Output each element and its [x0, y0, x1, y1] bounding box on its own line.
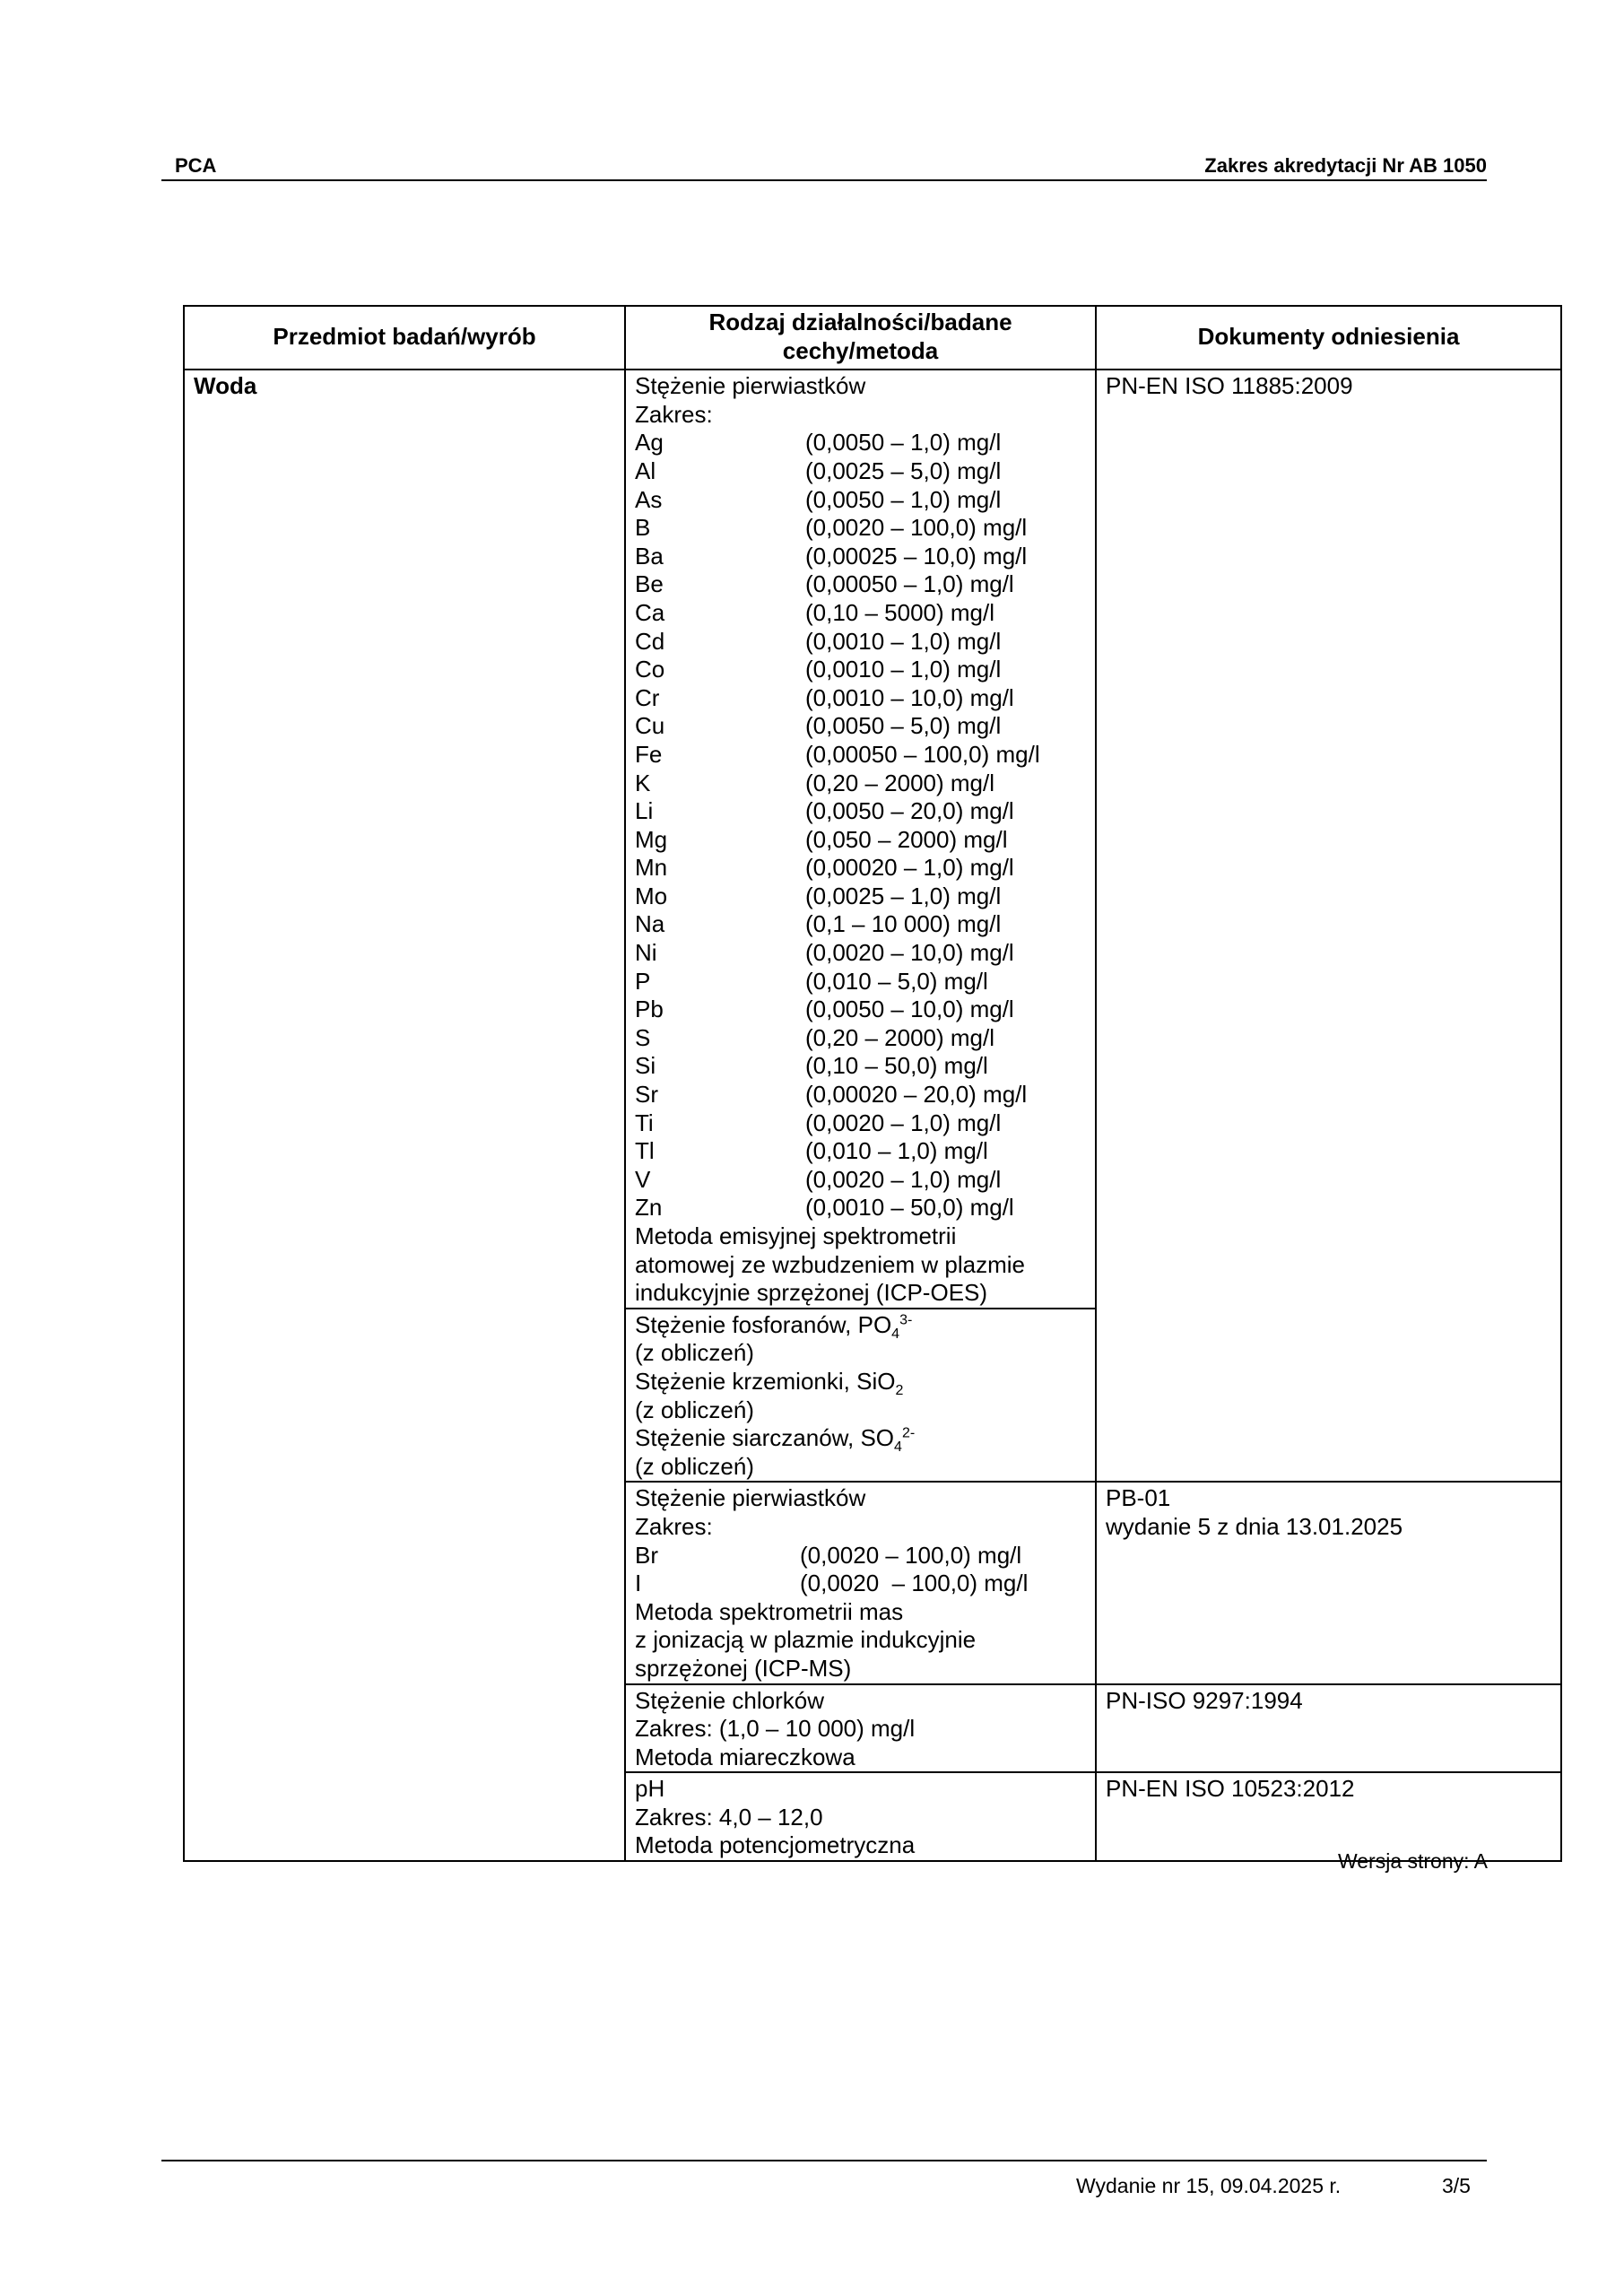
column-header-references: Dokumenty odniesienia: [1096, 306, 1561, 370]
element-range: (0,20 – 2000) mg/l: [805, 769, 995, 796]
element-symbol: Co: [635, 656, 665, 683]
element-symbol: Ca: [635, 598, 665, 626]
icp-ms-cell: [625, 1482, 1096, 1683]
element-symbol: I: [635, 1570, 642, 1597]
chlorides-cell: [625, 1684, 1096, 1773]
element-symbol: As: [635, 485, 663, 513]
sulfate-line: Stężenie siarczanów, $SO_4^{2-}$: [635, 1424, 916, 1456]
table-row: [184, 370, 1561, 1309]
footer-divider: [161, 2160, 1487, 2161]
chlorides-reference-cell: [1096, 1684, 1561, 1773]
subject-label: Woda: [194, 372, 257, 400]
element-symbol: Zn: [635, 1194, 663, 1222]
header-right: Zakres akredytacji Nr AB 1050: [1204, 154, 1487, 177]
method-line: sprzężonej (ICP-MS): [635, 1654, 852, 1682]
element-range: (0,0020 – 1,0) mg/l: [805, 1109, 1002, 1136]
element-row: [635, 486, 1086, 515]
chlorides-line: Stężenie chlorków: [635, 1686, 824, 1714]
element-row: [635, 684, 1086, 713]
method-line: Metoda emisyjnej spektrometrii: [635, 1222, 957, 1249]
element-row: [635, 939, 1086, 968]
element-range: (0,10 – 50,0) mg/l: [805, 1052, 988, 1080]
icp-ms-range-label: Zakres:: [635, 1512, 713, 1540]
element-row: [635, 741, 1086, 770]
icp-ms-reference-cell: [1096, 1482, 1561, 1683]
element-range: (0,0020 – 100,0) mg/l: [805, 514, 1028, 542]
element-row: [635, 1024, 1086, 1053]
element-row: [635, 599, 1086, 628]
element-symbol: Tl: [635, 1137, 655, 1165]
element-symbol: B: [635, 514, 651, 542]
element-symbol: Ba: [635, 542, 664, 570]
element-row: [635, 656, 1086, 684]
element-row: [635, 514, 1086, 543]
method-line: atomowej ze wzbudzeniem w plazmie: [635, 1250, 1025, 1278]
element-symbol: Mo: [635, 882, 668, 909]
element-range: (0,0050 – 20,0) mg/l: [805, 797, 1014, 825]
element-range: (0,0050 – 1,0) mg/l: [805, 429, 1002, 457]
element-row: [635, 457, 1086, 486]
reference-text: PB-01: [1106, 1484, 1171, 1512]
element-range: (0,00025 – 10,0) mg/l: [805, 542, 1028, 570]
reference-text: PN-EN ISO 11885:2009: [1106, 372, 1353, 400]
element-range: (0,0025 – 1,0) mg/l: [805, 882, 1002, 909]
accreditation-table: [183, 305, 1562, 1862]
phosphate-line: Stężenie fosforanów, $PO_4^{3-}$: [635, 1310, 913, 1342]
table-header-row: [184, 306, 1561, 370]
element-range: (0,0050 – 5,0) mg/l: [805, 712, 1002, 740]
element-list: [635, 429, 1086, 1222]
element-range: (0,0050 – 10,0) mg/l: [805, 996, 1014, 1023]
element-range: (0,010 – 1,0) mg/l: [805, 1137, 988, 1165]
element-row: [635, 570, 1086, 599]
element-range: (0,0020 – 10,0) mg/l: [805, 939, 1014, 967]
element-row: [635, 543, 1086, 571]
element-row: [635, 968, 1086, 996]
element-symbol: Na: [635, 910, 665, 938]
ph-line: Metoda potencjometryczna: [635, 1831, 916, 1859]
chlorides-line: Metoda miareczkowa: [635, 1743, 855, 1770]
element-symbol: Sr: [635, 1081, 658, 1109]
method-line: indukcyjnie sprzężonej (ICP-OES): [635, 1279, 988, 1307]
element-symbol: Fe: [635, 740, 663, 768]
element-row: [635, 996, 1086, 1024]
element-row: [635, 1194, 1086, 1222]
element-range: (0,0025 – 5,0) mg/l: [805, 457, 1002, 484]
method-line: Metoda spektrometrii mas: [635, 1597, 904, 1625]
element-symbol: Mg: [635, 825, 668, 853]
element-range: (0,1 – 10 000) mg/l: [805, 910, 1002, 938]
from-calculation-note: (z obliczeń): [635, 1452, 754, 1480]
element-range: (0,00050 – 100,0) mg/l: [805, 740, 1040, 768]
from-calculation-note: (z obliczeń): [635, 1339, 754, 1367]
element-row: [635, 770, 1086, 798]
ph-line: pH: [635, 1775, 665, 1803]
icp-ms-title: Stężenie pierwiastków: [635, 1484, 866, 1512]
element-symbol: Cr: [635, 683, 660, 711]
calculated-cell: [625, 1309, 1096, 1483]
column-header-subject: Przedmiot badań/wyrób: [184, 306, 625, 370]
element-row: [635, 1570, 1086, 1598]
element-range: (0,00020 – 20,0) mg/l: [805, 1081, 1028, 1109]
element-row: [635, 1081, 1086, 1109]
reference-text: wydanie 5 z dnia 13.01.2025: [1106, 1512, 1403, 1540]
element-row: [635, 1109, 1086, 1138]
icp-oes-cell: [625, 370, 1096, 1309]
icp-oes-title: Stężenie pierwiastków: [635, 372, 866, 400]
header-left: PCA: [175, 154, 217, 177]
element-range: (0,00050 – 1,0) mg/l: [805, 570, 1014, 598]
element-row: [635, 712, 1086, 741]
silica-line: Stężenie krzemionki, SiO$_2$: [635, 1367, 904, 1399]
ph-cell: [625, 1772, 1096, 1861]
element-symbol: K: [635, 769, 651, 796]
element-range: (0,0020 – 1,0) mg/l: [805, 1165, 1002, 1193]
subject-cell: [184, 370, 625, 1861]
element-range: (0,00020 – 1,0) mg/l: [805, 854, 1014, 882]
ph-reference-cell: [1096, 1772, 1561, 1861]
chlorides-line: Zakres: (1,0 – 10 000) mg/l: [635, 1715, 916, 1743]
from-calculation-note: (z obliczeń): [635, 1396, 754, 1423]
header-divider: [161, 179, 1487, 181]
element-row: [635, 1052, 1086, 1081]
element-symbol: Br: [635, 1541, 658, 1569]
element-symbol: P: [635, 967, 651, 995]
element-symbol: Li: [635, 797, 654, 825]
element-row: [635, 797, 1086, 826]
element-range: (0,0050 – 1,0) mg/l: [805, 485, 1002, 513]
element-range: (0,0020 – 100,0) mg/l: [800, 1541, 1022, 1569]
element-range: (0,0010 – 1,0) mg/l: [805, 656, 1002, 683]
element-symbol: Ti: [635, 1109, 654, 1136]
element-symbol: Pb: [635, 996, 664, 1023]
element-range: (0,0010 – 1,0) mg/l: [805, 627, 1002, 655]
reference-text: PN-ISO 9297:1994: [1106, 1686, 1303, 1714]
element-row: [635, 1137, 1086, 1166]
element-symbol: Ni: [635, 939, 657, 967]
element-range: (0,050 – 2000) mg/l: [805, 825, 1008, 853]
element-symbol: V: [635, 1165, 651, 1193]
icp-oes-reference-cell: [1096, 370, 1561, 1482]
element-row: [635, 628, 1086, 657]
element-symbol: Ag: [635, 429, 664, 457]
element-symbol: S: [635, 1023, 651, 1051]
element-row: [635, 429, 1086, 457]
element-symbol: Cu: [635, 712, 665, 740]
element-row: [635, 826, 1086, 855]
element-range: (0,20 – 2000) mg/l: [805, 1023, 995, 1051]
page-version-note: Wersja strony: A: [1337, 1849, 1488, 1873]
element-range: (0,0020 – 100,0) mg/l: [800, 1570, 1029, 1597]
column-header-activity: Rodzaj działalności/badane cechy/metoda: [625, 306, 1096, 370]
footer-page-number: 3/5: [1442, 2174, 1471, 2197]
element-symbol: Cd: [635, 627, 665, 655]
element-symbol: Si: [635, 1052, 656, 1080]
element-range: (0,010 – 5,0) mg/l: [805, 967, 988, 995]
element-row: [635, 1542, 1086, 1570]
method-line: z jonizacją w plazmie indukcyjnie: [635, 1626, 977, 1654]
element-range: (0,0010 – 10,0) mg/l: [805, 683, 1014, 711]
ph-line: Zakres: 4,0 – 12,0: [635, 1803, 823, 1831]
element-row: [635, 854, 1086, 883]
reference-text: PN-EN ISO 10523:2012: [1106, 1775, 1355, 1803]
element-row: [635, 1166, 1086, 1195]
element-symbol: Al: [635, 457, 656, 484]
element-range: (0,0010 – 50,0) mg/l: [805, 1194, 1014, 1222]
element-row: [635, 910, 1086, 939]
icp-oes-range-label: Zakres:: [635, 400, 713, 428]
element-symbol: Be: [635, 570, 664, 598]
footer-edition: Wydanie nr 15, 09.04.2025 r.: [1076, 2174, 1342, 2197]
element-row: [635, 883, 1086, 911]
element-range: (0,10 – 5000) mg/l: [805, 598, 995, 626]
element-symbol: Mn: [635, 854, 668, 882]
